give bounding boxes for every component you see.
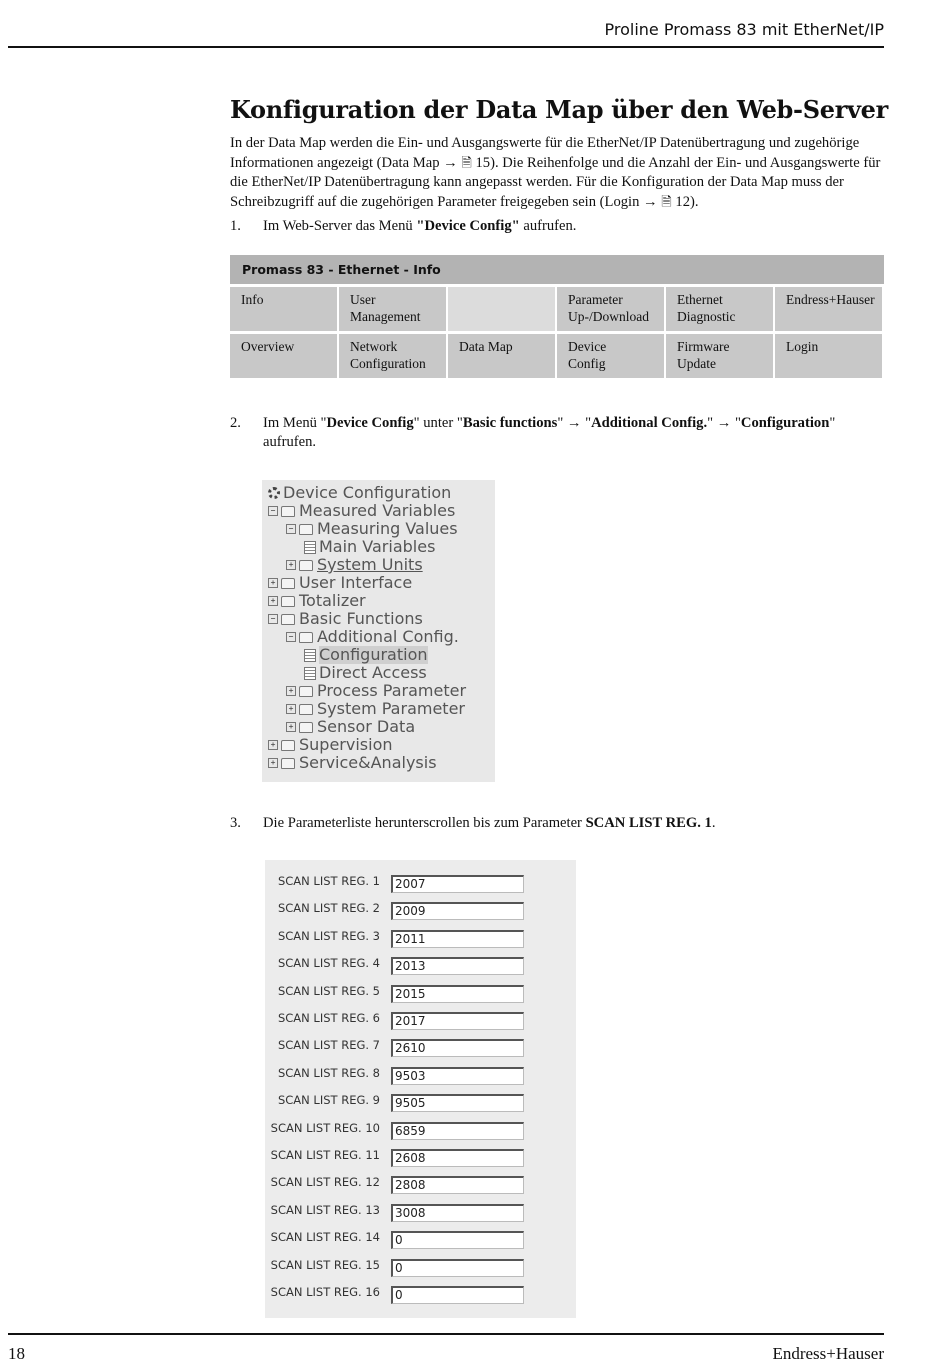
- tree-node[interactable]: [286, 718, 415, 736]
- webserver-menu-item[interactable]: [230, 334, 337, 378]
- tree-node-label: User Interface: [299, 573, 413, 592]
- expand-icon[interactable]: +: [286, 560, 296, 570]
- folder-icon: [281, 506, 295, 517]
- step-text-bold: Configuration: [740, 415, 830, 431]
- webserver-menu-item[interactable]: [339, 334, 446, 378]
- webserver-menu-row-2: [230, 334, 884, 378]
- scan-list-row: [265, 1142, 576, 1166]
- tree-node-label: Configuration: [319, 645, 428, 664]
- document-icon: [304, 649, 316, 662]
- scan-list-row: [265, 923, 576, 947]
- scan-list-label: SCAN LIST REG. 5: [277, 983, 380, 998]
- menu-item-label: Overview: [241, 339, 295, 354]
- scan-list-input[interactable]: 2608: [391, 1149, 524, 1167]
- tree-node-label: Main Variables: [319, 537, 436, 556]
- scan-list-row: [265, 868, 576, 892]
- menu-item-label: Data Map: [459, 339, 513, 354]
- folder-icon: [299, 722, 313, 733]
- tree-node[interactable]: [304, 646, 428, 664]
- webserver-menu-item[interactable]: [775, 287, 882, 331]
- scan-list-row: [265, 895, 576, 919]
- expand-icon[interactable]: +: [286, 704, 296, 714]
- tree-node[interactable]: [304, 538, 435, 556]
- menu-item-label: Firmware: [677, 339, 730, 354]
- tree-node-label: Direct Access: [319, 663, 427, 682]
- webserver-menu: [230, 255, 884, 378]
- tree-node[interactable]: [268, 592, 366, 610]
- tree-node-label: System Parameter: [317, 699, 465, 718]
- page-reference-icon: 🗎: [461, 155, 472, 170]
- step-number: 1.: [230, 218, 241, 234]
- scan-list-input[interactable]: 2808: [391, 1176, 524, 1194]
- scan-list-input[interactable]: 0: [391, 1231, 524, 1249]
- page-header: [8, 0, 884, 48]
- scan-list-input[interactable]: 2013: [391, 957, 524, 975]
- tree-node[interactable]: [286, 700, 465, 718]
- collapse-icon[interactable]: −: [268, 506, 278, 516]
- tree-node-label: Measured Variables: [299, 501, 456, 520]
- tree-node-label: Totalizer: [299, 591, 366, 610]
- step-text-bold: "Device Config": [416, 218, 520, 234]
- folder-icon: [299, 704, 313, 715]
- step-text-part: Im Menü ": [263, 415, 327, 431]
- scan-list-input[interactable]: 0: [391, 1259, 524, 1277]
- scan-list-row: [265, 1197, 576, 1221]
- page-number: 18: [8, 1344, 25, 1363]
- scan-list-input[interactable]: 0: [391, 1286, 524, 1304]
- scan-list-input[interactable]: 2017: [391, 1012, 524, 1030]
- menu-item-label-line2: Configuration: [350, 356, 426, 371]
- scan-list-row: [265, 1169, 576, 1193]
- step-number: 3.: [230, 815, 241, 831]
- scan-list-row: [265, 1252, 576, 1276]
- tree-node-label: Measuring Values: [317, 519, 458, 538]
- tree-node-label: Process Parameter: [317, 681, 467, 700]
- tree-node[interactable]: [286, 520, 458, 538]
- document-title: Proline Promass 83 mit EtherNet/IP: [604, 20, 884, 39]
- step-text-bold: SCAN LIST REG. 1: [585, 815, 712, 831]
- menu-item-label: Login: [786, 339, 819, 354]
- menu-item-label-line2: Update: [677, 356, 716, 371]
- scan-list-form: [265, 860, 576, 1318]
- scan-list-input[interactable]: 9503: [391, 1067, 524, 1085]
- step-text-part: " unter ": [413, 415, 463, 431]
- scan-list-input[interactable]: 9505: [391, 1094, 524, 1112]
- tree-node[interactable]: [268, 610, 423, 628]
- step-text: [230, 217, 885, 236]
- folder-icon: [281, 758, 295, 769]
- scan-list-label: SCAN LIST REG. 14: [270, 1230, 380, 1245]
- folder-icon: [299, 560, 313, 571]
- tree-node-label: Supervision: [299, 735, 393, 754]
- menu-item-label: Network: [350, 339, 398, 354]
- step-2: [230, 414, 885, 452]
- intro-text-1: In der Data Map werden die Ein- und Ausgangswerte für die EtherNet/IP Datenübertragung und zugehörige Informationen angezeigt (Data Map →: [230, 135, 860, 171]
- collapse-icon[interactable]: −: [286, 632, 296, 642]
- step-text-part: " aufrufen.: [263, 415, 836, 450]
- webserver-title: Promass 83 - Ethernet - Info: [230, 255, 884, 284]
- tree-node-label: Device Configuration: [283, 483, 452, 502]
- scan-list-row: [265, 1005, 576, 1029]
- device-config-tree: [262, 480, 495, 782]
- menu-item-label-line2: Management: [350, 309, 421, 324]
- webserver-menu-item[interactable]: [339, 287, 446, 331]
- gear-icon: [268, 487, 280, 499]
- scan-list-label: SCAN LIST REG. 12: [270, 1175, 380, 1190]
- tree-node[interactable]: [286, 556, 423, 574]
- scan-list-row: [265, 1032, 576, 1056]
- page-ref-12: 12: [675, 194, 690, 210]
- expand-icon[interactable]: +: [268, 758, 278, 768]
- footer-brand: Endress+Hauser: [772, 1344, 884, 1363]
- scan-list-input[interactable]: 2009: [391, 902, 524, 920]
- tree-node[interactable]: [268, 484, 451, 502]
- intro-paragraph: [230, 134, 885, 212]
- webserver-menu-item[interactable]: [666, 287, 773, 331]
- webserver-menu-item[interactable]: [557, 334, 664, 378]
- collapse-icon[interactable]: −: [286, 524, 296, 534]
- webserver-menu-item[interactable]: [230, 287, 337, 331]
- scan-list-label: SCAN LIST REG. 10: [270, 1120, 380, 1135]
- scan-list-input[interactable]: 2015: [391, 985, 524, 1003]
- scan-list-label: SCAN LIST REG. 13: [270, 1202, 380, 1217]
- menu-item-label: Ethernet: [677, 292, 723, 307]
- step-text-bold: Device Config: [326, 415, 414, 431]
- step-number: 2.: [230, 415, 241, 431]
- step-text: [230, 814, 885, 833]
- scan-list-label: SCAN LIST REG. 8: [277, 1065, 380, 1080]
- menu-item-label: Endress+Hauser: [786, 292, 875, 307]
- scan-list-input[interactable]: 2007: [391, 875, 524, 893]
- tree-node[interactable]: [268, 736, 393, 754]
- scan-list-label: SCAN LIST REG. 1: [277, 874, 380, 888]
- scan-list-label: SCAN LIST REG. 7: [277, 1038, 380, 1053]
- webserver-menu-item[interactable]: [666, 334, 773, 378]
- scan-list-row: [265, 978, 576, 1002]
- menu-item-label: Parameter: [568, 292, 623, 307]
- webserver-menu-item[interactable]: [775, 334, 882, 378]
- webserver-menu-item[interactable]: [557, 287, 664, 331]
- scan-list-input[interactable]: 2011: [391, 930, 524, 948]
- tree-node-label: Additional Config.: [317, 627, 459, 646]
- page-ref-15: 15: [475, 155, 491, 171]
- menu-item-label-line2: Diagnostic: [677, 309, 736, 324]
- menu-item-label-line2: Up-/Download: [568, 309, 649, 324]
- folder-icon: [299, 524, 313, 535]
- tree-node[interactable]: [268, 754, 437, 772]
- folder-icon: [281, 596, 295, 607]
- scan-list-label: SCAN LIST REG. 16: [270, 1285, 380, 1299]
- scan-list-row: [265, 1060, 576, 1084]
- expand-icon[interactable]: +: [286, 686, 296, 696]
- webserver-menu-row-1: [230, 287, 884, 331]
- expand-icon[interactable]: +: [268, 578, 278, 588]
- scan-list-row: [265, 950, 576, 974]
- folder-icon: [281, 614, 295, 625]
- scan-list-label: SCAN LIST REG. 4: [277, 956, 380, 971]
- step-text-part: " → ": [557, 415, 592, 431]
- scan-list-label: SCAN LIST REG. 11: [270, 1148, 380, 1162]
- page-reference-icon: 🗎: [661, 194, 672, 209]
- scan-list-input[interactable]: 6859: [391, 1122, 524, 1140]
- menu-item-label: User: [350, 292, 376, 307]
- document-icon: [304, 541, 316, 554]
- step-text-part: Die Parameterliste herunterscrollen bis zum Parameter: [263, 815, 586, 831]
- scan-list-label: SCAN LIST REG. 2: [277, 901, 380, 916]
- menu-item-label: Info: [241, 292, 264, 307]
- collapse-icon[interactable]: −: [268, 614, 278, 624]
- menu-item-label: Device: [568, 339, 607, 354]
- tree-node[interactable]: [304, 664, 427, 682]
- expand-icon[interactable]: +: [268, 596, 278, 606]
- folder-icon: [281, 740, 295, 751]
- scan-list-label: SCAN LIST REG. 6: [277, 1011, 380, 1025]
- step-3: [230, 814, 885, 833]
- intro-text-2: ). Die Reihenfolge und die Anzahl der Ein- und Ausgangswerte für die EtherNet/IP Datenübertragung kann angepasst werden. Für die Konfiguration der Data Map muss der Schreibzugriff auf die zugehörigen Parameter freigegeben sein (Login →: [230, 155, 881, 210]
- tree-node[interactable]: [286, 628, 459, 646]
- step-text-part: " → ": [707, 415, 741, 431]
- scan-list-input[interactable]: 2610: [391, 1039, 524, 1057]
- step-text-part: Im Web-Server das Menü: [263, 218, 417, 234]
- scan-list-row: [265, 1279, 576, 1303]
- menu-item-label-line2: Config: [568, 356, 606, 371]
- webserver-menu-item: [448, 287, 555, 331]
- folder-icon: [299, 686, 313, 697]
- scan-list-row: [265, 1224, 576, 1248]
- scan-list-label: SCAN LIST REG. 9: [277, 1093, 380, 1108]
- step-text-part: .: [711, 815, 716, 831]
- page-footer: [8, 1333, 884, 1365]
- tree-node[interactable]: [268, 574, 412, 592]
- folder-icon: [281, 578, 295, 589]
- scan-list-label: SCAN LIST REG. 15: [270, 1257, 380, 1272]
- step-text-part: aufrufen.: [519, 218, 577, 234]
- tree-node[interactable]: [268, 502, 455, 520]
- scan-list-row: [265, 1115, 576, 1139]
- step-text-bold: Additional Config.: [591, 415, 708, 431]
- tree-node-label: Sensor Data: [317, 717, 416, 736]
- expand-icon[interactable]: +: [268, 740, 278, 750]
- scan-list-label: SCAN LIST REG. 3: [277, 928, 380, 943]
- folder-icon: [299, 632, 313, 643]
- scan-list-row: [265, 1087, 576, 1111]
- intro-text-3: ).: [690, 194, 699, 210]
- tree-node-label: System Units: [317, 555, 423, 574]
- section-title: Konfiguration der Data Map über den Web-Server: [230, 95, 889, 124]
- tree-node-label: Service&Analysis: [299, 753, 437, 772]
- step-1: [230, 217, 885, 236]
- step-text: [230, 414, 885, 452]
- webserver-menu-item[interactable]: [448, 334, 555, 378]
- scan-list-input[interactable]: 3008: [391, 1204, 524, 1222]
- tree-node[interactable]: [286, 682, 466, 700]
- document-icon: [304, 667, 316, 680]
- step-text-bold: Basic functions: [462, 415, 558, 431]
- expand-icon[interactable]: +: [286, 722, 296, 732]
- tree-node-label: Basic Functions: [299, 609, 423, 628]
